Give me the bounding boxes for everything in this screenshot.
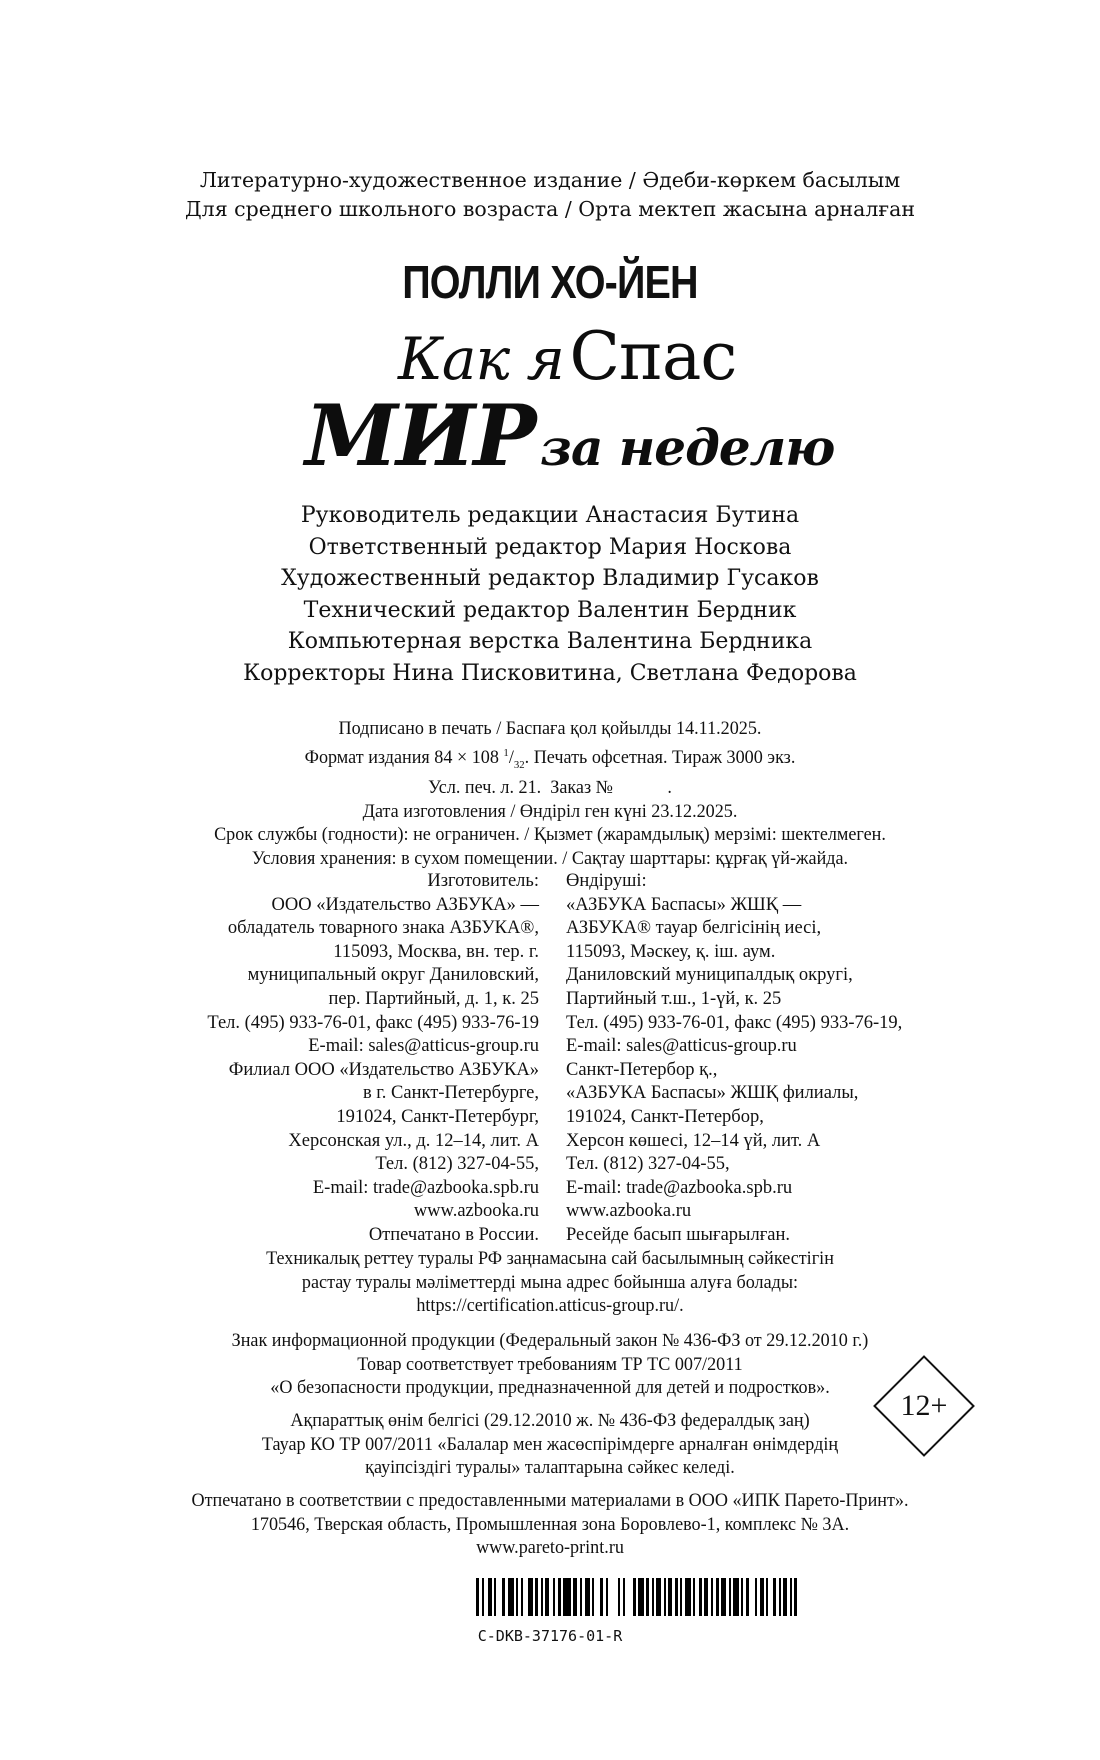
shelf-life: Срок службы (годности): не ограничен. / Қызмет (жарамдылық) мерзімі: шектелмеген. — [214, 825, 886, 846]
certification-line: растау туралы мәліметтерді мына адрес бойынша алуға болады: — [301, 1272, 799, 1293]
manufacturer-line: 115093, Москва, вн. тер. г. — [333, 941, 539, 962]
manufacturer-label: Изготовитель: — [427, 871, 539, 891]
compliance-kz-block — [11, 1410, 1089, 1481]
format-suffix: . Печать офсетная. Тираж 3000 экз. — [524, 747, 796, 768]
credit-line: Корректоры Нина Писковитина, Светлана Федорова — [243, 660, 857, 686]
manufacturer-line: Херсон көшесі, 12–14 үй, лит. А — [566, 1130, 821, 1151]
compliance-line: Тауар КО ТР 007/2011 «Балалар мен жасөспірімдерге арналған өнімдердің — [261, 1434, 839, 1455]
compliance-line: қауіпсіздігі туралы» талаптарына сәйкес келеді. — [365, 1458, 735, 1479]
barcode-code: C-DKB-37176-01-R — [477, 1627, 623, 1645]
manufacturer-line: Филиал ООО «Издательство АЗБУКА» — [228, 1059, 539, 1080]
manufacturer-line: Даниловский муниципалдық округі, — [566, 965, 853, 986]
manufacturer-line: в г. Санкт-Петербурге, — [362, 1083, 539, 1104]
title-part-za-nedelyu: за неделю — [540, 418, 835, 477]
manufacturer-ru-column — [207, 870, 539, 1248]
manufacturer-phone: Тел. (495) 933-76-01, факс (495) 933-76-19, — [566, 1012, 903, 1033]
printed-in-russia-kz: Ресейде басып шығарылған. — [566, 1224, 791, 1245]
credit-line: Технический редактор Валентин Бердник — [303, 597, 797, 623]
compliance-line: «О безопасности продукции, предназначенной для детей и подростков». — [270, 1378, 830, 1399]
manufacturer-line: «АЗБУКА Баспасы» ЖШҚ филиалы, — [566, 1083, 859, 1104]
certification-url: https://certification.atticus-group.ru/. — [416, 1296, 684, 1317]
manufacturer-line: Херсонская ул., д. 12–14, лит. А — [288, 1130, 539, 1151]
editorial-credits — [0, 500, 1100, 689]
format-line: Формат издания 84 × 108 $^1/_{32}$. Печать офсетная. Тираж 3000 экз. — [304, 746, 796, 771]
credit-line: Художественный редактор Владимир Гусаков — [281, 566, 819, 591]
credit-line: Ответственный редактор Мария Носкова — [308, 534, 792, 560]
manufacture-date: Дата изготовления / Өндіріл ген күні 23.12.2025. — [362, 801, 738, 822]
age-rating-label: 12+ — [900, 1389, 948, 1422]
age-group-line: Для среднего школьного возраста / Орта мектеп жасына арналған — [185, 197, 915, 221]
manufacturer-line: муниципальный округ Даниловский, — [247, 965, 539, 986]
manufacturer-email: E-mail: trade@azbooka.spb.ru — [312, 1177, 539, 1198]
certification-line: Техникалық реттеу туралы РФ заңнамасына сай басылымның сәйкестігін — [266, 1249, 834, 1269]
edition-type-line: Литературно-художественное издание / Әдеби-көркем басылым — [199, 168, 901, 192]
title-part-spas: Спас — [569, 318, 737, 395]
title-part-mir: МИР — [305, 386, 535, 485]
credit-line: Руководитель редакции Анастасия Бутина — [300, 503, 800, 528]
storage-conditions: Условия хранения: в сухом помещении. / Сақтау шарттары: құрғақ үй-жайда. — [251, 848, 849, 869]
manufacturer-line: 191024, Санкт-Петербург, — [336, 1106, 539, 1127]
title-part-kak-ya: Как я — [398, 325, 564, 393]
manufacturer-kz-column — [566, 870, 902, 1248]
manufacturer-label: Өндіруші: — [566, 871, 647, 891]
manufacturer-line: АЗБУКА® тауар белгісінің иесі, — [566, 918, 822, 939]
manufacturer-line: обладатель товарного знака АЗБУКА®, — [227, 918, 539, 939]
manufacturer-line: «АЗБУКА Баспасы» ЖШҚ — — [566, 894, 802, 915]
author-name: ПОЛЛИ ХО-ЙЕН — [402, 256, 698, 308]
barcode-icon — [476, 1578, 934, 1616]
printed-in-russia: Отпечатано в России. — [368, 1224, 539, 1245]
printer-address: 170546, Тверская область, Промышленная зона Боровлево-1, комплекс № 3А. — [250, 1514, 850, 1535]
manufacturer-phone: Тел. (812) 327-04-55, — [566, 1154, 730, 1175]
printer-website: www.pareto-print.ru — [476, 1538, 624, 1559]
manufacturer-website: www.azbooka.ru — [413, 1201, 539, 1222]
manufacturer-email: E-mail: sales@atticus-group.ru — [308, 1036, 539, 1057]
format-prefix: Формат издания 84 × 108 — [304, 747, 504, 768]
book-title-line-2 — [305, 386, 834, 485]
manufacturer-line: Партийный т.ш., 1-үй, к. 25 — [566, 988, 782, 1009]
credit-line: Компьютерная верстка Валентина Бердника — [287, 629, 813, 654]
book-title-line-1 — [398, 318, 736, 395]
manufacturer-line: пер. Партийный, д. 1, к. 25 — [328, 988, 539, 1009]
manufacturer-line: 115093, Мәскеу, қ. іш. аум. — [566, 941, 776, 962]
manufacturer-line: 191024, Санкт-Петербор, — [566, 1106, 764, 1127]
manufacturer-line: Санкт-Петербор қ., — [566, 1059, 718, 1080]
manufacturer-phone: Тел. (812) 327-04-55, — [375, 1154, 539, 1175]
format-denominator: 32 — [513, 758, 525, 771]
signed-to-print: Подписано в печать / Баспаға қол қойылды 14.11.2025. — [338, 719, 762, 739]
format-numerator: 1 — [503, 746, 509, 759]
manufacturer-email: E-mail: trade@azbooka.spb.ru — [566, 1177, 793, 1198]
certification-block — [11, 1248, 1089, 1319]
printer-block — [11, 1490, 1089, 1561]
compliance-line: Знак информационной продукции (Федеральный закон № 436-ФЗ от 29.12.2010 г.) — [231, 1331, 869, 1351]
compliance-line: Товар соответствует требованиям ТР ТС 007/2011 — [357, 1354, 743, 1375]
manufacturer-website: www.azbooka.ru — [566, 1201, 692, 1222]
printer-line: Отпечатано в соответствии с предоставленными материалами в ООО «ИПК Парето-Принт». — [191, 1491, 909, 1511]
manufacturer-line: ООО «Издательство АЗБУКА» — — [271, 894, 539, 915]
manufacturer-phone: Тел. (495) 933-76-01, факс (495) 933-76-19 — [207, 1012, 539, 1033]
manufacturer-email: E-mail: sales@atticus-group.ru — [566, 1036, 797, 1057]
compliance-line: Ақпараттық өнім белгісі (29.12.2010 ж. № 436-ФЗ федералдық заң) — [290, 1411, 810, 1431]
sheets-order: Усл. печ. л. 21. Заказ № . — [428, 778, 672, 799]
imprint-block — [11, 718, 1089, 871]
